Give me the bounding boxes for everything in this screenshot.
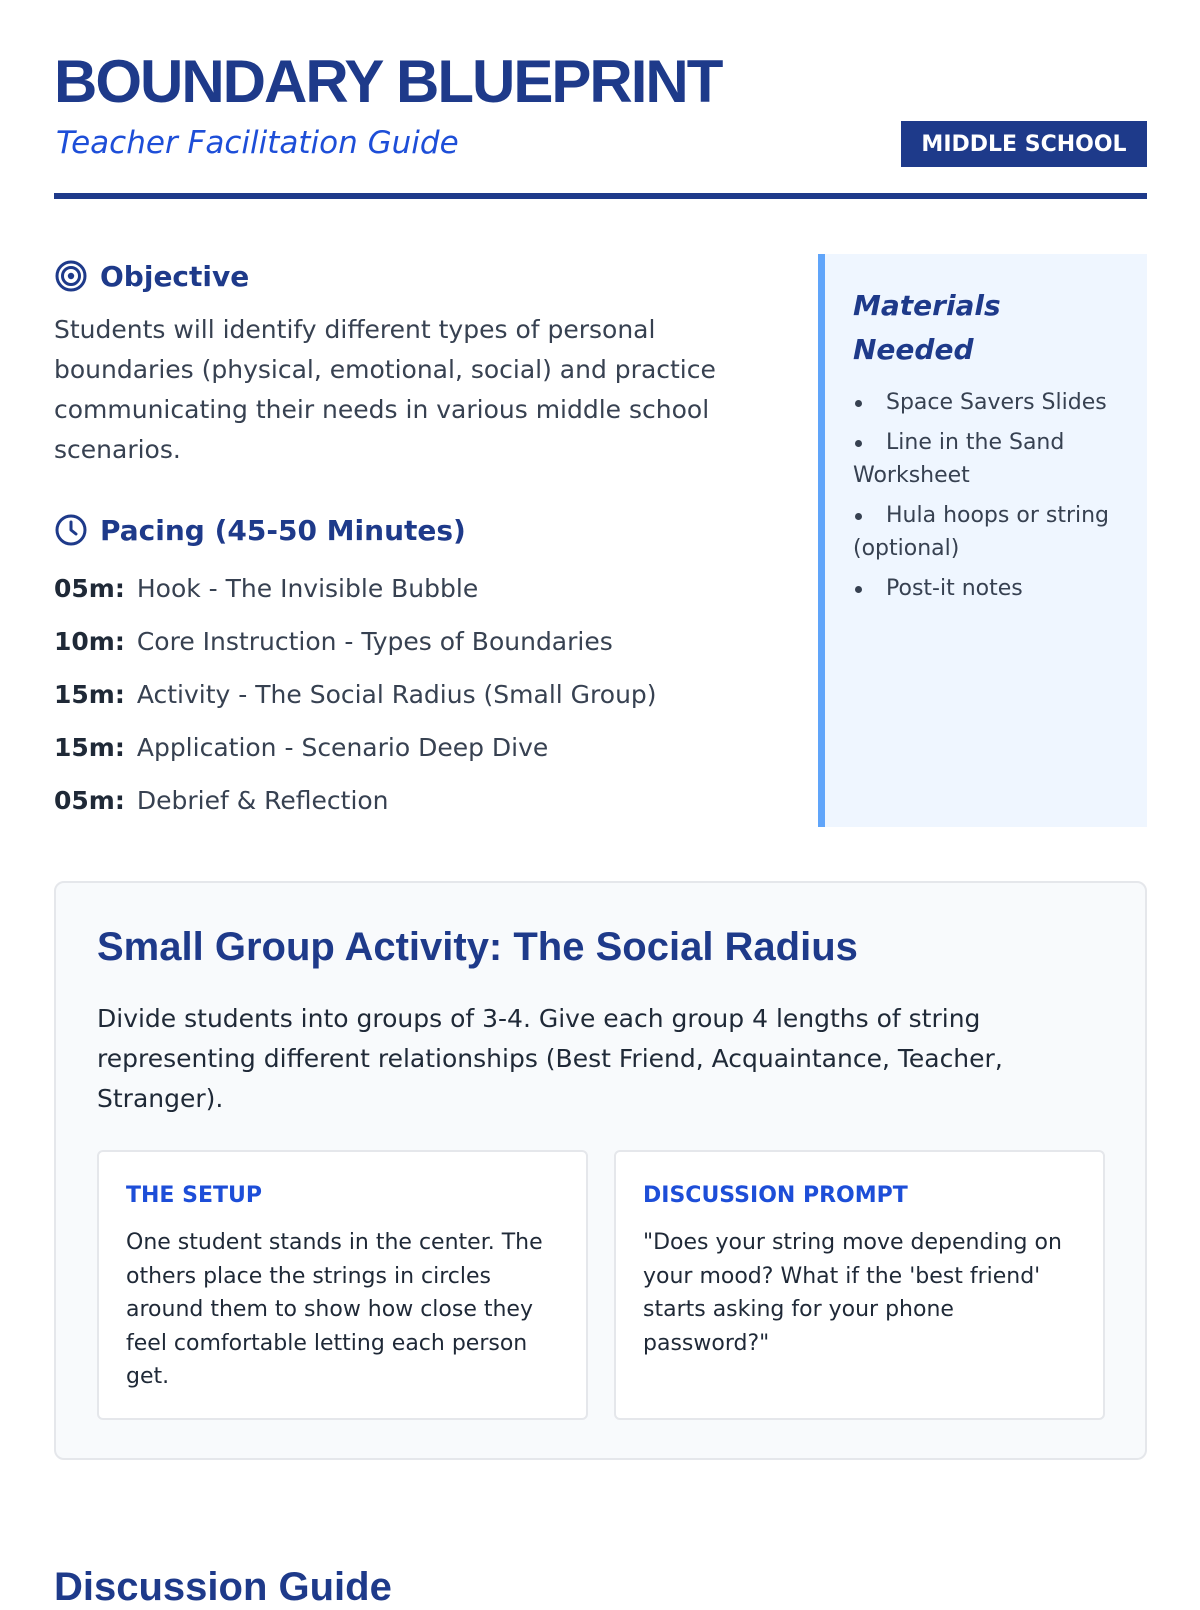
pacing-item [54, 562, 794, 615]
activity-card [54, 881, 1147, 1460]
activity-heading: Small Group Activity: The Social Radius [97, 925, 858, 969]
clock-icon [54, 513, 88, 547]
pacing-heading: Pacing (45-50 Minutes) [100, 513, 466, 547]
pacing-heading-row [54, 508, 794, 552]
materials-item: Space Savers Slides [853, 386, 1121, 419]
objective-heading-row [54, 254, 794, 298]
pacing-label: Hook - The Invisible Bubble [136, 574, 479, 603]
pacing-time: 15m: [54, 733, 125, 762]
pacing-time: 05m: [54, 574, 125, 603]
pacing-label: Activity - The Social Radius (Small Group) [136, 680, 657, 709]
activity-intro: Divide students into groups of 3-4. Give each group 4 lengths of string representing different relationships (Best Friend, Acquaintance, Teacher, Stranger). [97, 1004, 1003, 1113]
discussion-guide-heading: Discussion Guide [54, 1565, 392, 1609]
overview-column [54, 254, 794, 827]
materials-panel [818, 254, 1147, 827]
pacing-item [54, 721, 794, 774]
pacing-list [54, 562, 794, 827]
pacing-item [54, 668, 794, 721]
setup-card [97, 1150, 588, 1420]
pacing-item [54, 774, 794, 827]
materials-heading: Materials Needed [853, 289, 1001, 366]
pacing-label: Application - Scenario Deep Dive [136, 733, 549, 762]
activity-subcards [97, 1150, 1105, 1420]
pacing-label: Debrief & Reflection [136, 786, 389, 815]
lesson-guide-page [54, 0, 1147, 1609]
header-divider [54, 193, 1147, 199]
pacing-label: Core Instruction - Types of Boundaries [136, 627, 613, 656]
materials-list [853, 386, 1121, 605]
discussion-prompt-heading: DISCUSSION PROMPT [643, 1183, 908, 1208]
materials-item: Post-it notes [853, 572, 1121, 605]
objective-text: Students will identify different types of personal boundaries (physical, emotional, social) and practice communicating their needs in various middle school scenarios. [54, 315, 716, 464]
pacing-item [54, 615, 794, 668]
discussion-prompt-card [614, 1150, 1105, 1420]
materials-item: Line in the Sand Worksheet [853, 426, 1121, 492]
grade-level-badge: MIDDLE SCHOOL [901, 121, 1147, 167]
pacing-time: 15m: [54, 680, 125, 709]
pacing-time: 05m: [54, 786, 125, 815]
setup-heading: THE SETUP [126, 1183, 262, 1208]
target-icon [54, 259, 88, 293]
objective-heading: Objective [100, 259, 250, 293]
materials-item: Hula hoops or string (optional) [853, 499, 1121, 565]
page-title: BOUNDARY BLUEPRINT [54, 48, 722, 115]
pacing-time: 10m: [54, 627, 125, 656]
setup-text: One student stands in the center. The others place the strings in circles around them to show how close they feel comfortable letting each person get. [126, 1230, 543, 1389]
page-subtitle: Teacher Facilitation Guide [56, 125, 459, 161]
discussion-prompt-text: "Does your string move depending on your mood? What if the 'best friend' starts asking for your phone password?" [643, 1230, 1062, 1356]
page-header [54, 0, 1147, 200]
